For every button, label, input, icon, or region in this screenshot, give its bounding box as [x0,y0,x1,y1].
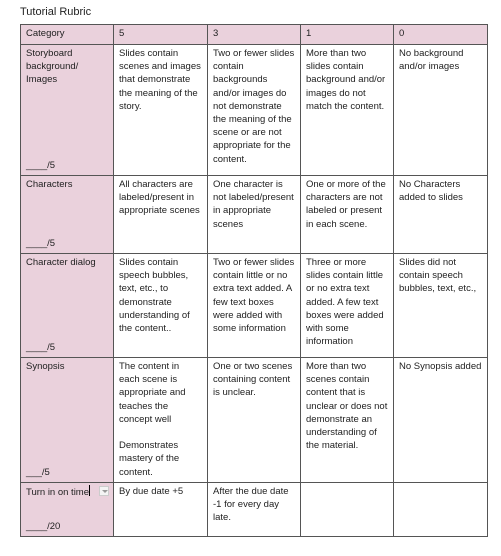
category-label: Characters [26,179,73,190]
criteria-cell[interactable]: One character is not labeled/present in appropriate scenes [208,176,301,254]
table-row [21,483,488,537]
criteria-cell[interactable]: Two or fewer slides contain little or no extra text added. A few text boxes were added with some information [208,254,301,358]
category-label: Storyboard background/ Images [26,48,79,86]
category-label [26,485,108,499]
header-category[interactable]: Category [21,25,114,45]
criteria-cell[interactable]: No Synopsis added [394,358,488,483]
criteria-cell[interactable]: The content in each scene is appropriate and teaches the concept well Demonstrates mastery of the content. [114,358,208,483]
criteria-cell[interactable]: Slides did not contain speech bubbles, text, etc., [394,254,488,358]
header-score-3[interactable]: 3 [208,25,301,45]
header-score-0[interactable]: 0 [394,25,488,45]
criteria-cell[interactable]: Slides contain scenes and images that demonstrate the meaning of the story. [114,45,208,176]
category-cell[interactable] [21,483,114,537]
criteria-cell[interactable]: No Characters added to slides [394,176,488,254]
criteria-cell[interactable]: Two or fewer slides contain backgrounds and/or images do not demonstrate the meaning of the scene or are not appropriate for the content. [208,45,301,176]
category-label: Character dialog [26,257,96,268]
criteria-cell[interactable]: One or more of the characters are not labeled or present in each scene. [301,176,394,254]
category-label: Synopsis [26,361,65,372]
score-blank: ____/20 [26,520,61,532]
criteria-cell[interactable] [301,483,394,537]
text-cursor [89,485,90,496]
document-title: Tutorial Rubric [20,6,92,18]
criteria-cell[interactable]: Slides contain speech bubbles, text, etc., to demonstrate understanding of the content.. [114,254,208,358]
chevron-down-icon[interactable] [99,486,109,496]
criteria-cell[interactable]: More than two slides contain background and/or images do not match the content. [301,45,394,176]
rubric-table [20,24,488,537]
header-score-1[interactable]: 1 [301,25,394,45]
criteria-cell[interactable]: All characters are labeled/present in appropriate scenes [114,176,208,254]
category-cell[interactable] [21,176,114,254]
table-row [21,254,488,358]
criteria-cell[interactable]: More than two scenes contain content that is unclear or does not demonstrate an understanding of the material. [301,358,394,483]
category-cell[interactable] [21,254,114,358]
header-score-5[interactable]: 5 [114,25,208,45]
criteria-cell[interactable]: One or two scenes containing content is unclear. [208,358,301,483]
table-row [21,176,488,254]
criteria-cell[interactable]: After the due date -1 for every day late. [208,483,301,537]
score-blank: ____/5 [26,341,56,353]
score-blank: ____/5 [26,159,56,171]
criteria-cell[interactable]: Three or more slides contain little or no extra text added. A few text boxes were added with some information [301,254,394,358]
header-row [21,25,488,45]
table-row [21,358,488,483]
category-cell[interactable] [21,358,114,483]
criteria-cell[interactable]: No background and/or images [394,45,488,176]
score-blank: ___/5 [26,466,50,478]
table-row [21,45,488,176]
criteria-cell[interactable]: By due date +5 [114,483,208,537]
criteria-cell[interactable] [394,483,488,537]
category-cell[interactable] [21,45,114,176]
score-blank: ____/5 [26,237,56,249]
category-label-text: Turn in on time [26,487,90,498]
